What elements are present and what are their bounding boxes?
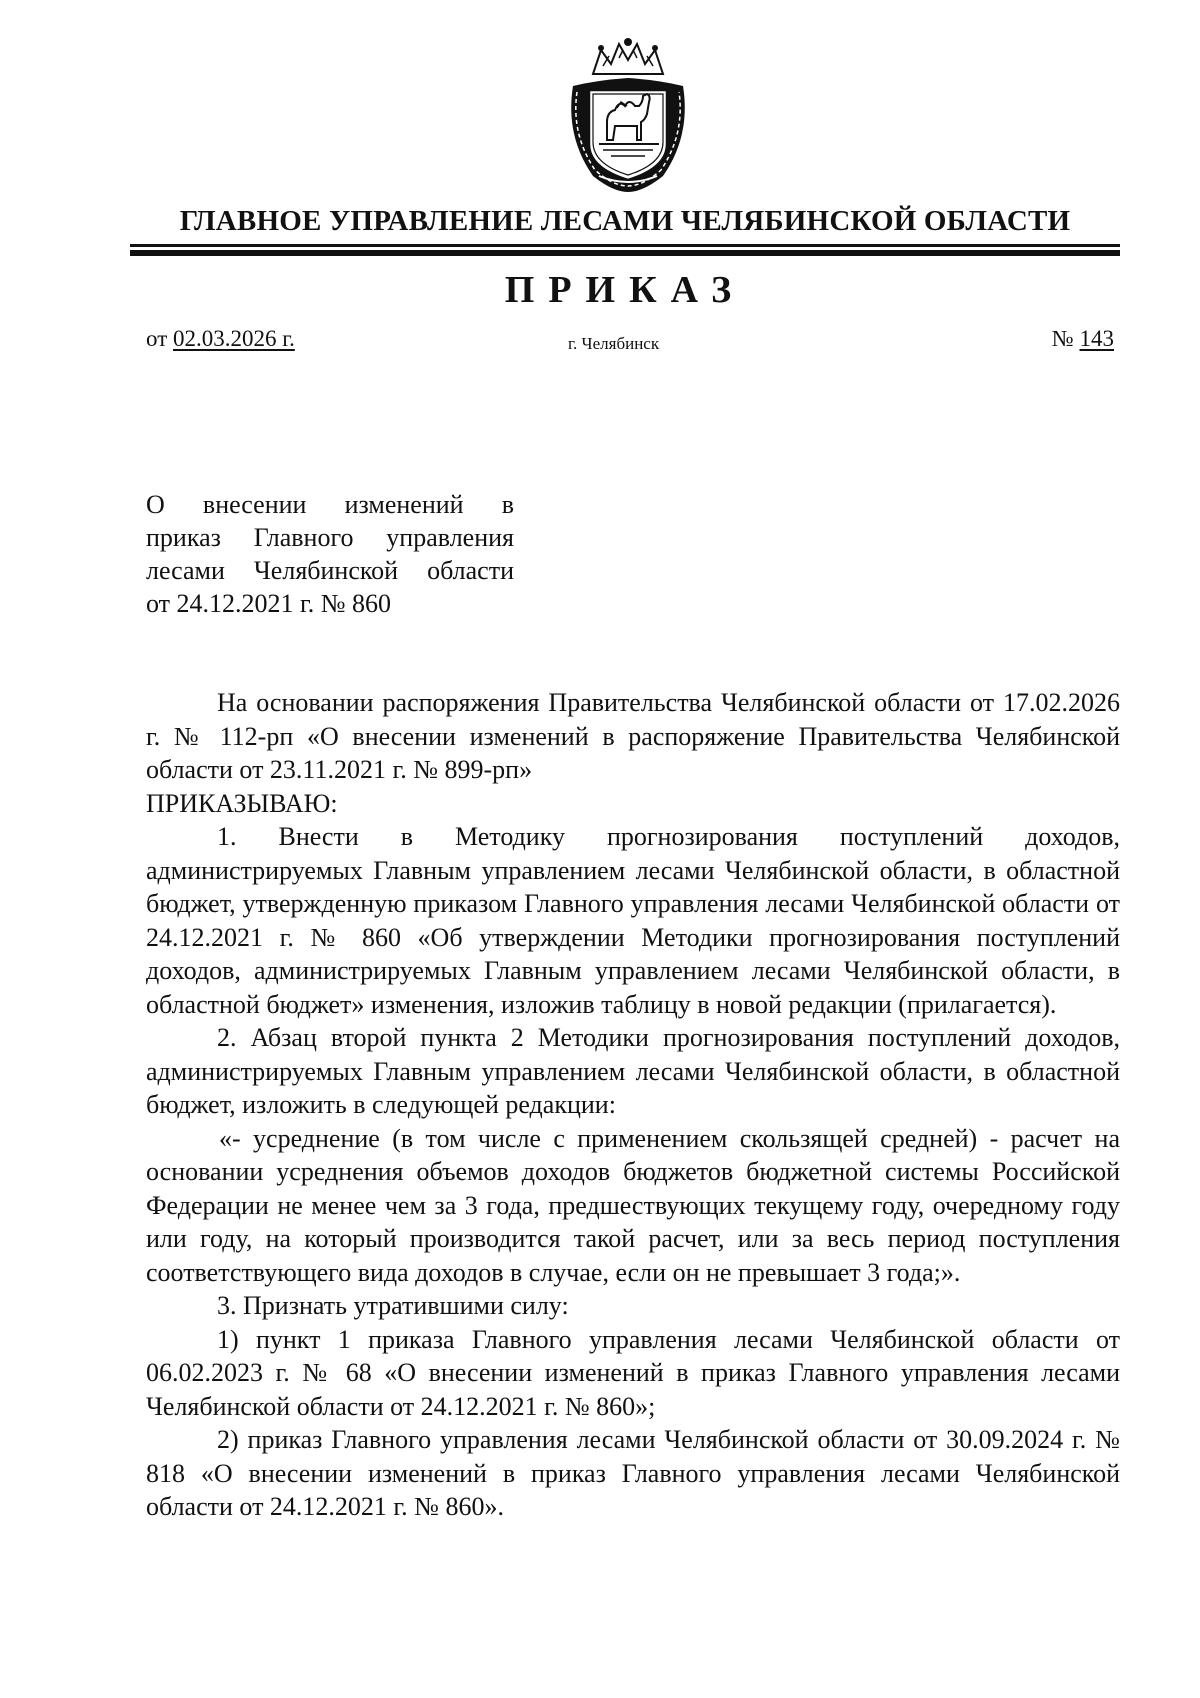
preamble-paragraph: На основании распоряжения Правительства Челябинской области от 17.02.2026 г. № 112-рп «О внесении изменений в распоряжение Правительства Челябинской области от 23.11.2021 г. № 899-рп» (146, 688, 1120, 784)
item-3-1-paragraph: 1) пункт 1 приказа Главного управления лесами Челябинской области от 06.02.2023 г. № 68 «О внесении изменений в приказ Главного управления лесами Челябинской области от 24.12.2021 г. № 860»; (146, 1324, 1120, 1421)
order-word: ПРИКАЗЫВАЮ: (146, 788, 338, 818)
item-2-paragraph: 2. Абзац второй пункта 2 Методики прогнозирования поступлений доходов, администрируемых Главным управлением лесами Челябинской области, в областной бюджет, изложить в следующей редакции: (146, 1023, 1120, 1119)
subject-line: О внесении изменений в (146, 490, 514, 519)
subject-line: лесами Челябинской области (146, 556, 514, 585)
order-date (146, 326, 295, 352)
order-number-prefix: № (1051, 326, 1080, 351)
order-number (1052, 326, 1114, 352)
item-2-quote-paragraph: «- усреднение (в том числе с применением скользящей средней) - расчет на основании усреднения объемов доходов бюджетов бюджетной системы Российской Федерации не менее чем за 3 года, предшествующих текущему году, очередному году или году, на который производится такой расчет, или за весь период поступления соответствующего вида доходов в случае, если он не превышает 3 года;». (146, 1123, 1120, 1287)
order-date-prefix: от (146, 326, 173, 351)
subject-line: от 24.12.2021 г. № 860 (146, 589, 392, 618)
item-3-2-paragraph: 2) приказ Главного управления лесами Челябинской области от 30.09.2024 г. № 818 «О внесении изменений в приказ Главного управления лесами Челябинской области от 24.12.2021 г. № 860». (146, 1425, 1120, 1521)
header-divider-thin (130, 244, 1120, 247)
chelyabinsk-coat-of-arms-icon (563, 36, 693, 194)
order-number-value: 143 (1079, 326, 1114, 351)
subject-line: приказ Главного управления (146, 523, 514, 552)
header-divider-thick (130, 250, 1120, 256)
order-date-value: 02.03.2026 г. (173, 326, 295, 351)
order-subject (146, 488, 514, 620)
order-city: г. Челябинск (568, 334, 660, 353)
document-type-title: ПРИКАЗ (504, 269, 746, 311)
item-1-paragraph: 1. Внести в Методику прогнозирования поступлений доходов, администрируемых Главным управлением лесами Челябинской области, в областной бюджет, утвержденную приказом Главного управления лесами Челябинской области от 24.12.2021 г. № 860 «Об утверждении Методики прогнозирования поступлений доходов, администрируемых Главным управлением лесами Челябинской области, в областной бюджет» изменения, изложив таблицу в новой редакции (прилагается). (146, 822, 1120, 1019)
organization-title: ГЛАВНОЕ УПРАВЛЕНИЕ ЛЕСАМИ ЧЕЛЯБИНСКОЙ ОБЛАСТИ (179, 205, 1071, 237)
order-body (146, 686, 1120, 1524)
item-3-paragraph: 3. Признать утратившими силу: (217, 1291, 569, 1320)
